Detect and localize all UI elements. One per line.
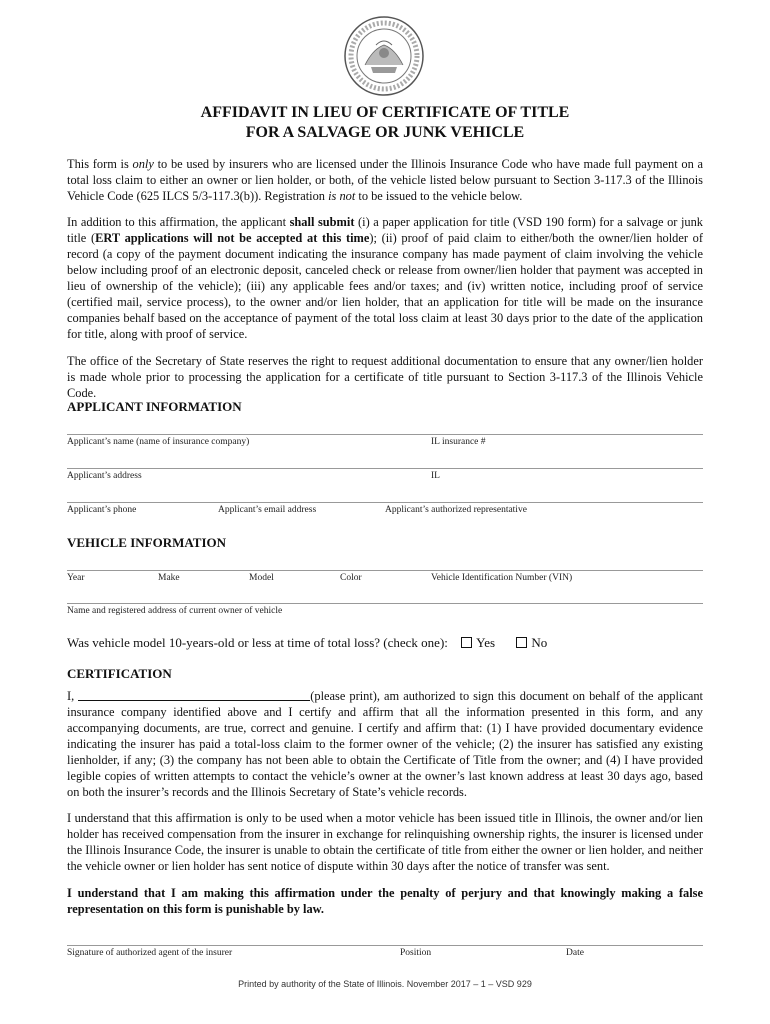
applicant-name-line[interactable] xyxy=(67,434,703,435)
applicant-contact-line[interactable] xyxy=(67,502,703,503)
vehicle-year-label: Year xyxy=(67,573,85,583)
applicant-name-label: Applicant’s name (name of insurance company) xyxy=(67,437,250,447)
vehicle-details-line[interactable] xyxy=(67,570,703,571)
vehicle-color-label: Color xyxy=(340,573,362,583)
state-seal-logo xyxy=(343,15,425,97)
certification-paragraph-2: I understand that this affirmation is only to be used when a motor vehicle has been issued title in Illinois, the owner and/or lien holder has received compensation from the insurer in exchange for relinquishing ownership rights, the insurer is licensed under the Illinois Insurance Code, the insurer is unable to obtain the certificate of title from either the owner or lien holder, and neither the vehicle owner or lien holder has sent notice of dispute within 30 days after the notice of transfer was sent. xyxy=(67,811,703,873)
no-checkbox[interactable] xyxy=(516,637,527,648)
intro-paragraph-1: This form is only to be used by insurers who are licensed under the Illinois Insurance Code who have made full payment on a total loss claim to either an owner or lien holder, or both, of the vehicle listed below pursuant to Section 3-117.3 of the Illinois Vehicle Code (625 ILCS 5/3-117.3(b)). Registration is not to be issued to the vehicle below. xyxy=(67,157,703,203)
yes-checkbox[interactable] xyxy=(461,637,472,648)
yes-label: Yes xyxy=(476,635,496,650)
applicant-rep-label: Applicant’s authorized representative xyxy=(385,505,527,515)
vehicle-vin-label: Vehicle Identification Number (VIN) xyxy=(431,573,573,583)
intro-paragraph-3: The office of the Secretary of State reserves the right to request additional documentation to ensure that any owner/lien holder is made whole prior to processing the application for a certificate of title pursuant to Section 3-117.3 of the Illinois Vehicle Code. xyxy=(67,354,703,400)
intro-paragraph-2: In addition to this affirmation, the applicant shall submit (i) a paper application for title (VSD 190 form) for a salvage or junk title (ERT applications will not be accepted at this time); (ii) proof of paid claim to either/both the owner/lien holder of record (a copy of the payment document indicating the insurance company has made payment of claim involving the vehicle below including proof of an electronic deposit, canceled check or release from owner/lien holder that payment was accepted in lieu of ownership of the vehicle); (iii) any applicable fees and/or taxes; and (iv) written notice, including proof of service (certified mail, service process), to the owner and/or lien holder, that an application for title will be made on the insurance companies behalf based on the acceptance of payment of the total loss claim at least 30 days prior to the date of the application for title, along with proof of service. xyxy=(67,215,704,341)
il-insurance-label: IL insurance # xyxy=(431,437,486,447)
applicant-email-label: Applicant’s email address xyxy=(218,505,317,515)
vehicle-make-label: Make xyxy=(158,573,180,583)
applicant-phone-label: Applicant’s phone xyxy=(67,505,137,515)
certification-paragraph-1: I, (please print), am authorized to sign this document on behalf of the applicant insurance company identified above and I certify and affirm that all the information presented in this form, and any accompanying documents, are true, correct and genuine. I certify and affirm that: (1) I have provided documentary evidence indicating the insurer has paid a total-loss claim to the former owner of the vehicle; (2) the insurer has satisfied any existing lienholder, if any; (3) the company has not been able to obtain the Certificate of Title from the owner; and (4) I have provided legible copies of written attempts to contact the vehicle’s owner at the owner’s last known address at least 30 days ago, based on both the insurer’s records and the Illinois Secretary of State’s vehicle records. xyxy=(67,689,703,799)
applicant-address-label: Applicant’s address xyxy=(67,471,142,481)
date-label: Date xyxy=(566,948,584,958)
vehicle-age-question: Was vehicle model 10-years-old or less at time of total loss? (check one): Yes No xyxy=(67,635,548,650)
vehicle-owner-label: Name and registered address of current owner of vehicle xyxy=(67,606,283,616)
signature-label: Signature of authorized agent of the insurer xyxy=(67,948,233,958)
position-label: Position xyxy=(400,948,432,958)
print-name-field[interactable] xyxy=(78,689,310,701)
certification-paragraph-3: I understand that I am making this affirmation under the penalty of perjury and that knowingly making a false representation on this form is punishable by law. xyxy=(67,886,703,916)
vehicle-section-heading: VEHICLE INFORMATION xyxy=(67,535,227,550)
certification-section-heading: CERTIFICATION xyxy=(67,666,172,681)
applicant-section-heading: APPLICANT INFORMATION xyxy=(67,399,242,414)
no-label: No xyxy=(531,635,548,650)
document-title-line1: AFFIDAVIT IN LIEU OF CERTIFICATE OF TITLE xyxy=(200,104,570,121)
vehicle-model-label: Model xyxy=(249,573,274,583)
applicant-address-line[interactable] xyxy=(67,468,703,469)
il-label: IL xyxy=(431,471,440,481)
signature-line[interactable] xyxy=(67,945,703,946)
vehicle-owner-line[interactable] xyxy=(67,603,703,604)
footer-text: Printed by authority of the State of Illinois. November 2017 – 1 – VSD 929 xyxy=(238,979,532,989)
document-title-line2: FOR A SALVAGE OR JUNK VEHICLE xyxy=(245,124,525,141)
